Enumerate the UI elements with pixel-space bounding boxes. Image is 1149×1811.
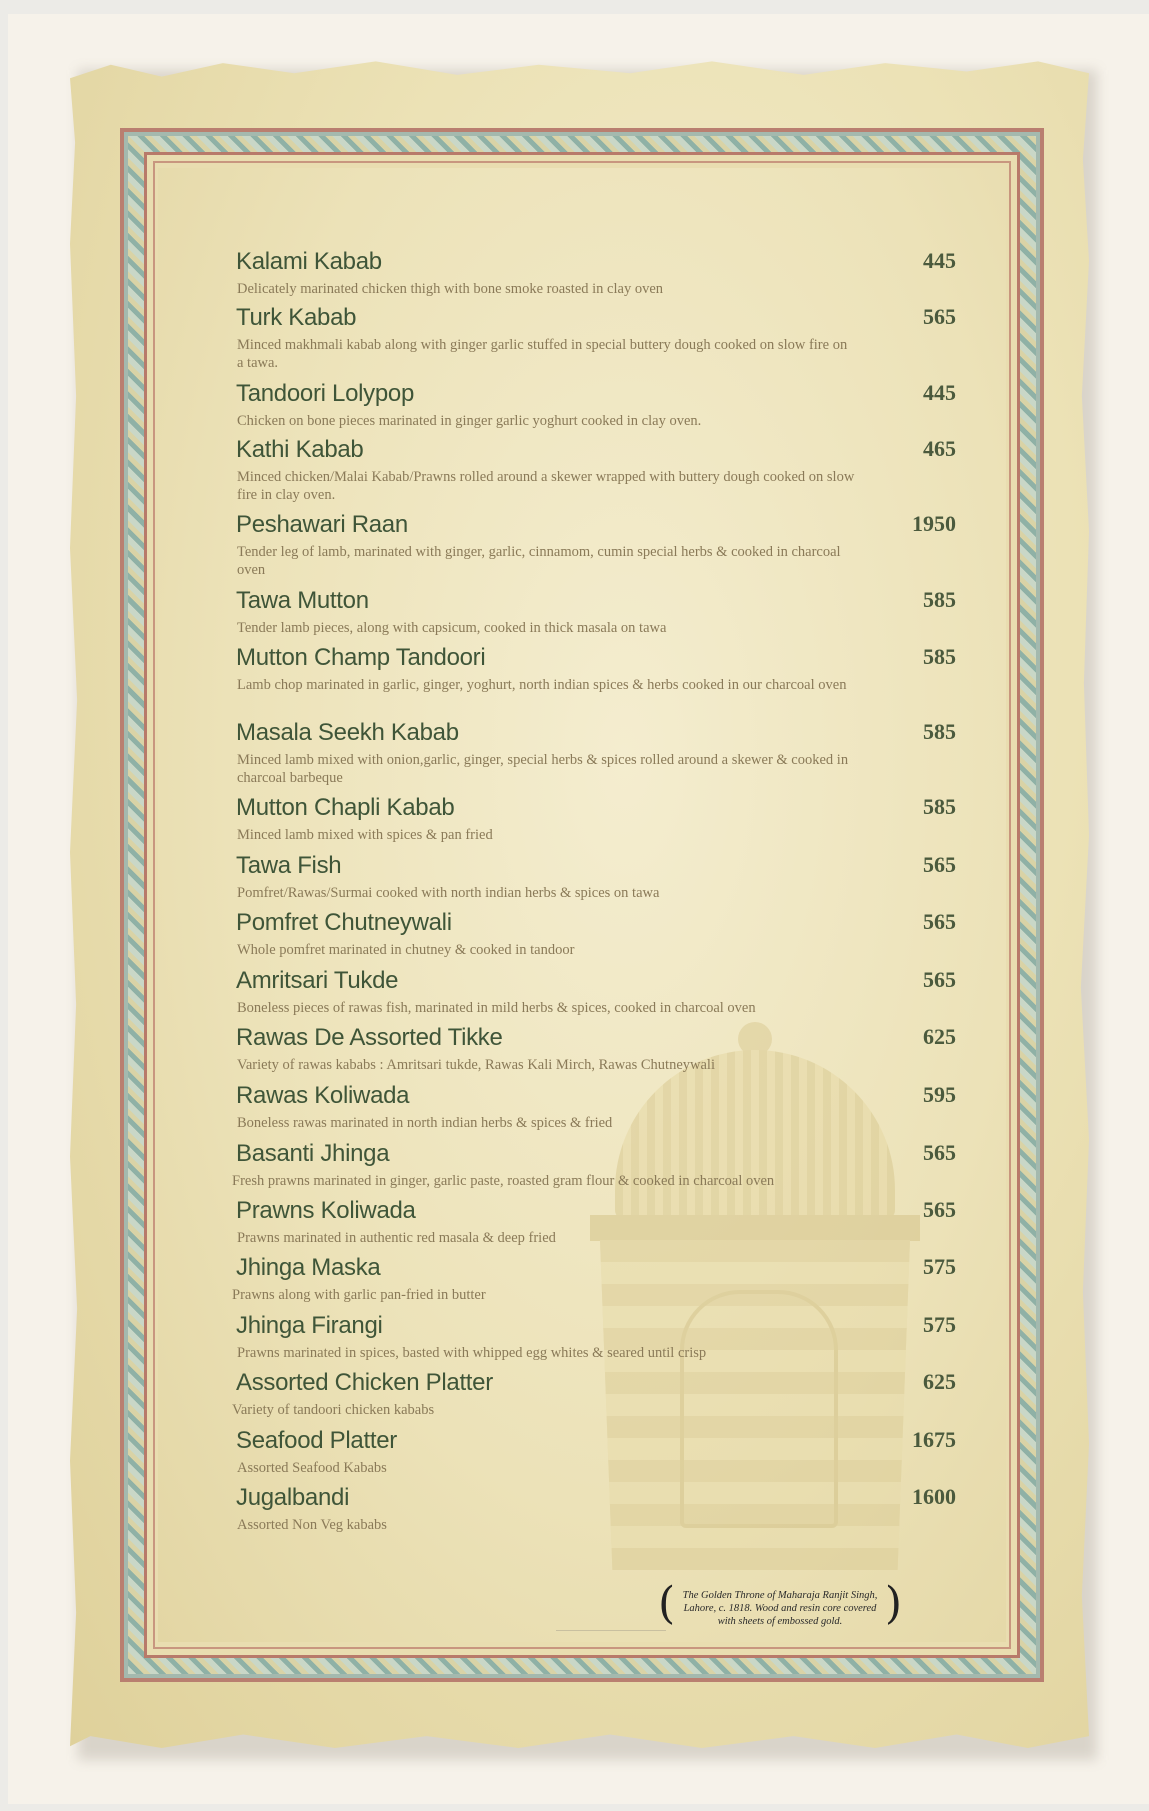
item-description: Prawns along with garlic pan-fried in butter xyxy=(232,1287,486,1303)
item-name: Jhinga Maska xyxy=(236,1254,381,1281)
item-name: Seafood Platter xyxy=(236,1427,397,1454)
item-price: 575 xyxy=(923,1312,956,1337)
item-price: 445 xyxy=(923,380,956,405)
item-description: Minced makhmali kabab along with ginger garlic stuffed in special buttery dough cooked on slow fire on a tawa. xyxy=(237,337,848,371)
item-price: 565 xyxy=(923,909,956,934)
caption-line: Lahore, c. 1818. Wood and resin core covered xyxy=(683,1603,877,1614)
item-name: Peshawari Raan xyxy=(236,511,408,538)
item-name: Kalami Kabab xyxy=(236,248,382,275)
item-price: 565 xyxy=(923,852,956,877)
caption-line: with sheets of embossed gold. xyxy=(717,1616,843,1627)
item-description: Tender lamb pieces, along with capsicum, cooked in thick masala on tawa xyxy=(237,620,667,636)
item-name: Tawa Fish xyxy=(236,852,342,879)
caption-rule xyxy=(556,1630,666,1631)
item-description: Prawns marinated in authentic red masala & deep fried xyxy=(237,1230,556,1246)
item-price: 585 xyxy=(923,719,956,744)
item-description: Boneless rawas marinated in north indian herbs & spices & fried xyxy=(237,1115,613,1131)
item-price: 1675 xyxy=(912,1427,956,1452)
item-price: 595 xyxy=(923,1082,956,1107)
item-name: Rawas Koliwada xyxy=(236,1082,410,1109)
item-name: Mutton Champ Tandoori xyxy=(236,644,486,671)
item-name: Basanti Jhinga xyxy=(236,1140,390,1167)
item-description: Pomfret/Rawas/Surmai cooked with north indian herbs & spices on tawa xyxy=(237,885,660,901)
item-description: Variety of rawas kababs : Amritsari tukde, Rawas Kali Mirch, Rawas Chutneywali xyxy=(237,1057,715,1073)
item-name: Turk Kabab xyxy=(236,304,357,331)
item-description: Variety of tandoori chicken kababs xyxy=(232,1402,435,1418)
throne-caption xyxy=(658,1578,902,1632)
item-price: 445 xyxy=(923,248,956,273)
item-price: 625 xyxy=(923,1369,956,1394)
item-name: Pomfret Chutneywali xyxy=(236,909,452,936)
item-description: Tender leg of lamb, marinated with ginger, garlic, cinnamom, cumin special herbs & cooked in charcoal oven xyxy=(237,544,841,578)
item-price: 465 xyxy=(923,436,956,461)
item-description: Minced lamb mixed with spices & pan fried xyxy=(237,827,493,843)
item-price: 565 xyxy=(923,967,956,992)
item-description: Minced lamb mixed with onion,garlic, ginger, special herbs & spices rolled around a skewer & cooked in charcoal barbeque xyxy=(237,752,849,786)
caption-line: The Golden Throne of Maharaja Ranjit Singh, xyxy=(682,1590,878,1601)
item-description: Fresh prawns marinated in ginger, garlic paste, roasted gram flour & cooked in charcoal oven xyxy=(232,1173,775,1189)
item-name: Assorted Chicken Platter xyxy=(236,1369,493,1396)
item-description: Delicately marinated chicken thigh with bone smoke roasted in clay oven xyxy=(237,281,664,297)
item-description: Boneless pieces of rawas fish, marinated in mild herbs & spices, cooked in charcoal oven xyxy=(237,1000,756,1016)
item-price: 585 xyxy=(923,644,956,669)
caption-left-bracket: ( xyxy=(658,1578,676,1629)
item-name: Jugalbandi xyxy=(236,1484,350,1511)
item-description: Minced chicken/Malai Kabab/Prawns rolled around a skewer wrapped with buttery dough cooked on slow fire in clay oven. xyxy=(237,469,855,503)
item-description: Prawns marinated in spices, basted with whipped egg whites & seared until crisp xyxy=(237,1345,707,1361)
item-description: Assorted Seafood Kababs xyxy=(237,1460,387,1476)
item-description: Assorted Non Veg kababs xyxy=(237,1517,387,1533)
item-description: Whole pomfret marinated in chutney & cooked in tandoor xyxy=(237,942,575,958)
item-price: 1950 xyxy=(912,511,956,536)
item-name: Masala Seekh Kabab xyxy=(236,719,459,746)
item-description: Chicken on bone pieces marinated in ginger garlic yoghurt cooked in clay oven. xyxy=(237,413,702,429)
item-price: 625 xyxy=(923,1024,956,1049)
item-name: Tawa Mutton xyxy=(236,587,369,614)
item-price: 565 xyxy=(923,1197,956,1222)
item-price: 585 xyxy=(923,794,956,819)
item-price: 1600 xyxy=(912,1484,956,1509)
item-name: Kathi Kabab xyxy=(236,436,364,463)
item-price: 585 xyxy=(923,587,956,612)
item-price: 565 xyxy=(923,1140,956,1165)
item-name: Prawns Koliwada xyxy=(236,1197,416,1224)
item-name: Jhinga Firangi xyxy=(236,1312,383,1339)
item-price: 565 xyxy=(923,304,956,329)
caption-text xyxy=(676,1589,884,1628)
caption-right-bracket: ) xyxy=(884,1578,902,1629)
item-name: Mutton Chapli Kabab xyxy=(236,794,455,821)
item-name: Rawas De Assorted Tikke xyxy=(236,1024,503,1051)
item-name: Tandoori Lolypop xyxy=(236,380,415,407)
item-price: 575 xyxy=(923,1254,956,1279)
item-description: Lamb chop marinated in garlic, ginger, yoghurt, north indian spices & herbs cooked in our charcoal oven xyxy=(237,677,847,693)
item-name: Amritsari Tukde xyxy=(236,967,399,994)
